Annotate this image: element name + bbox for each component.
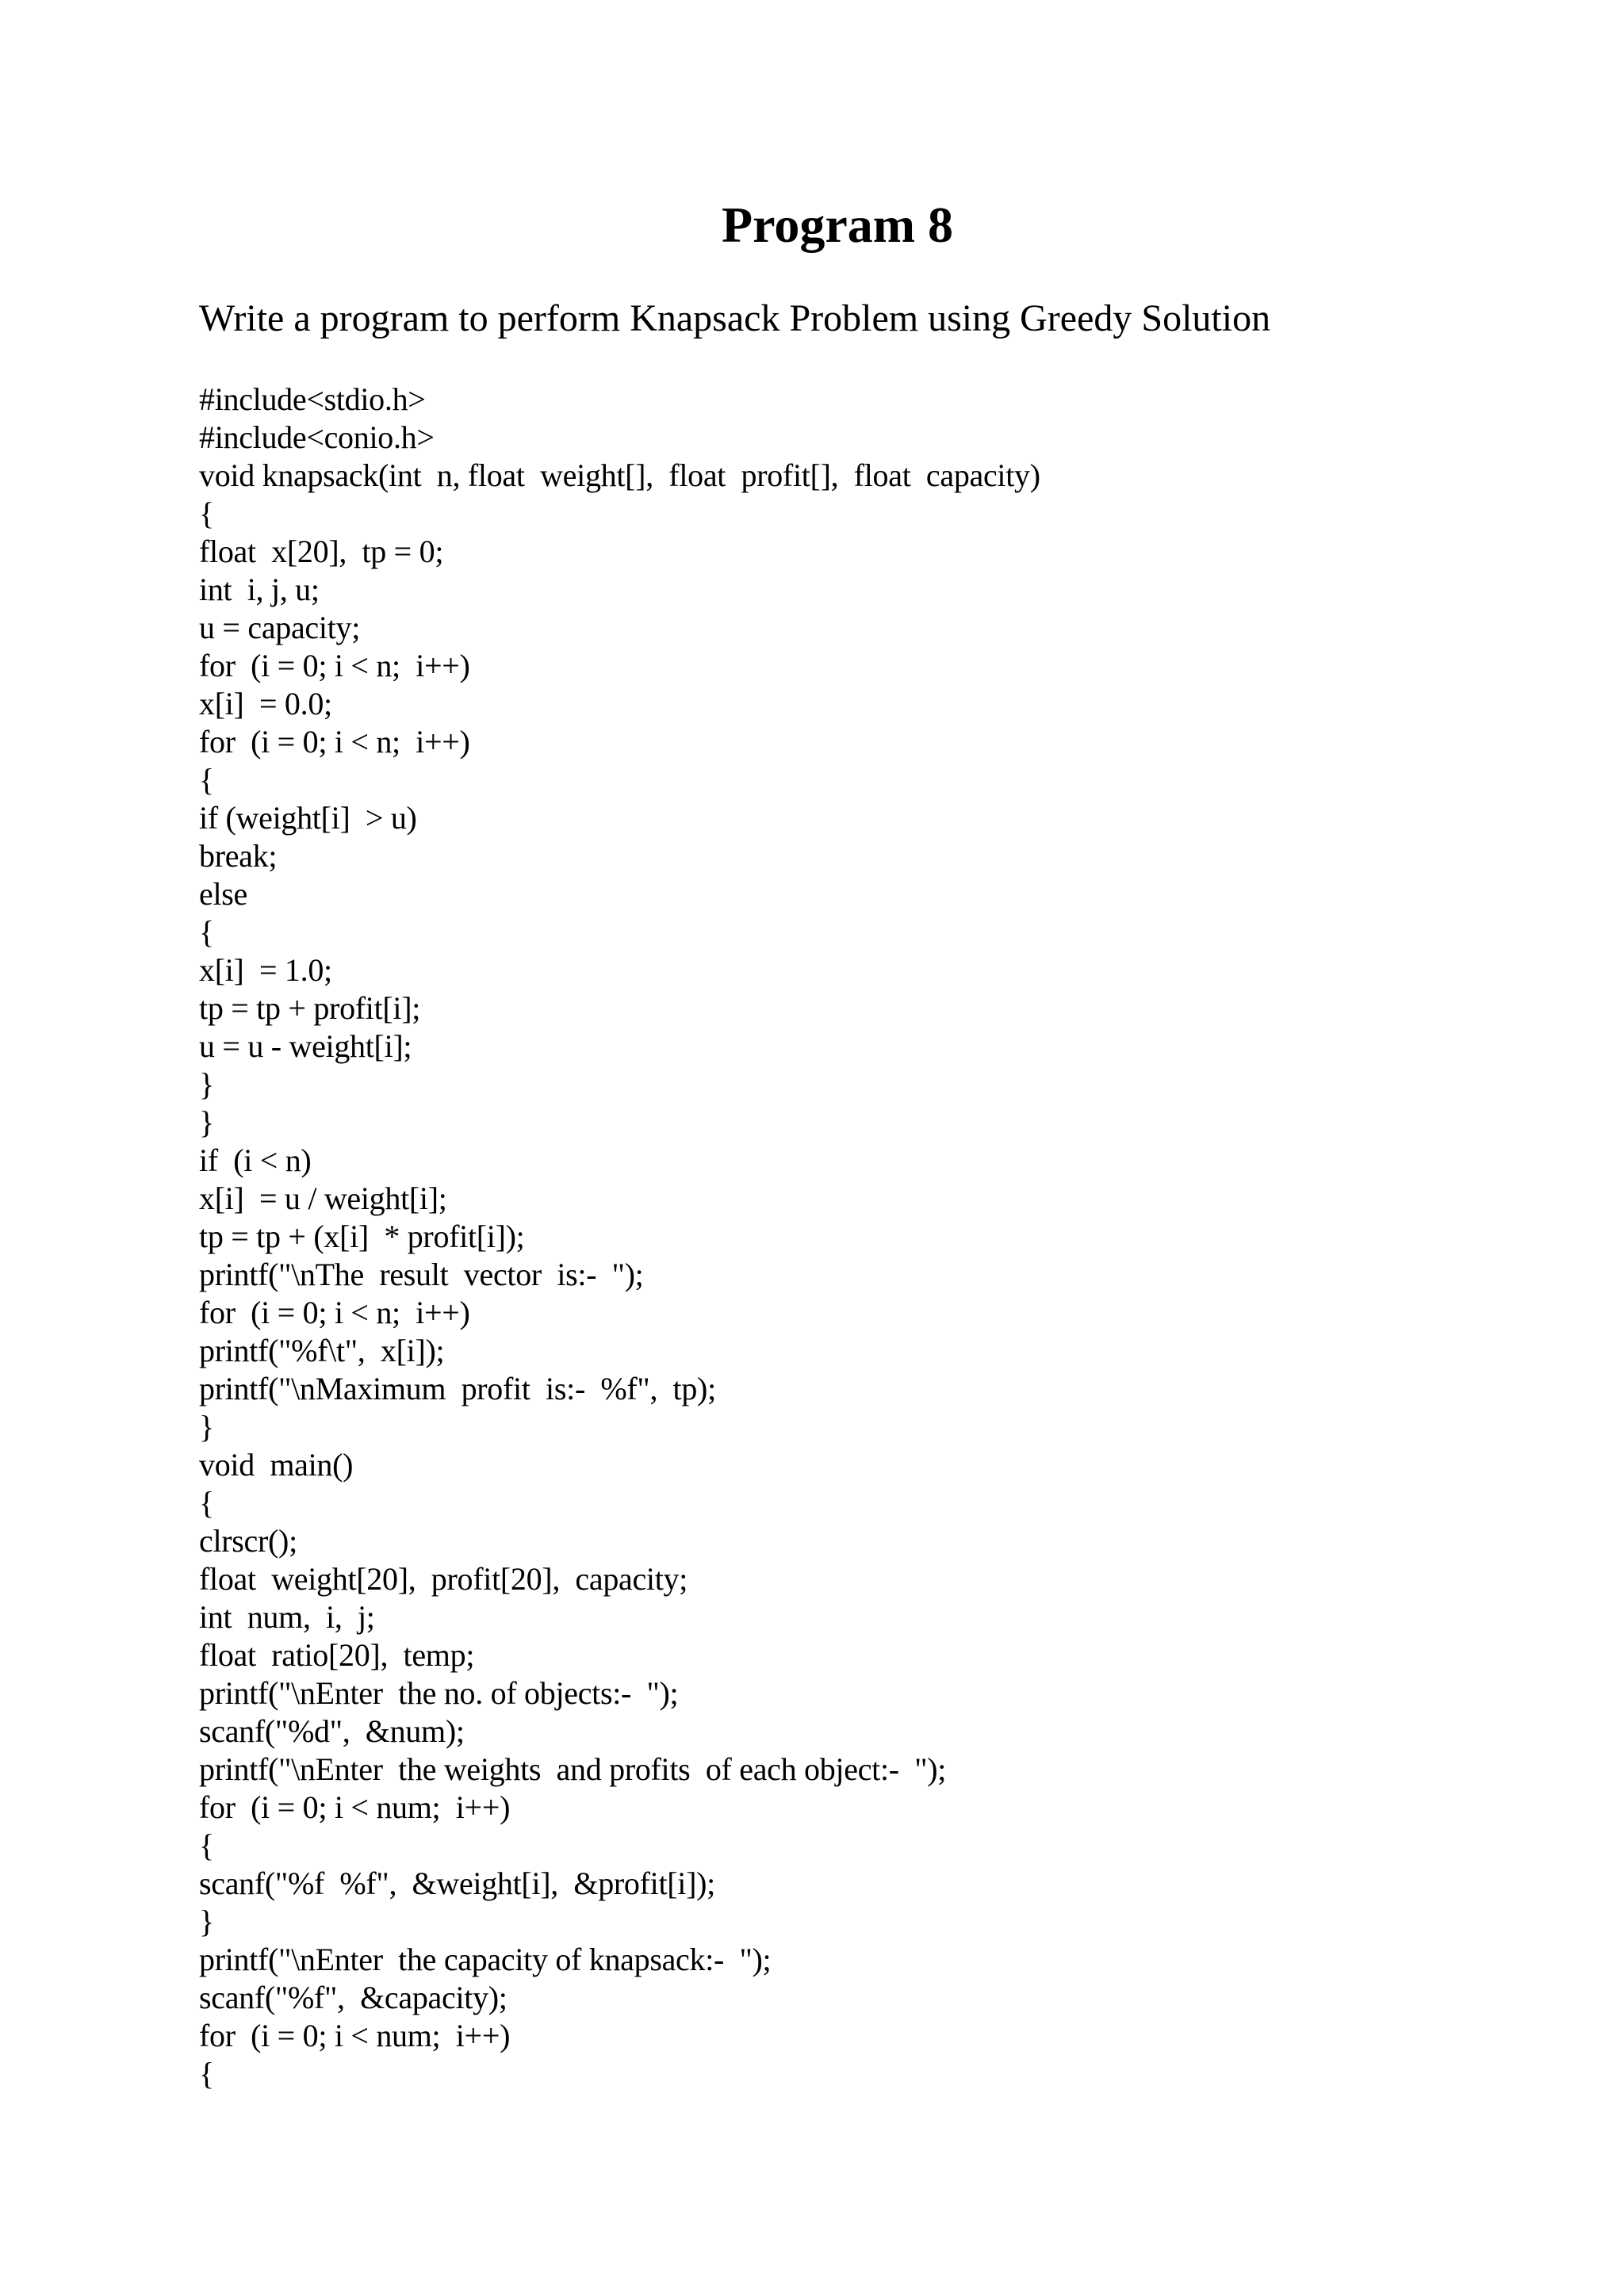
code-line: {: [199, 762, 214, 798]
code-line: u = u - weight[i];: [199, 1028, 412, 1064]
page-title: [0, 193, 1624, 257]
code-line: {: [199, 1485, 214, 1521]
code-line: float weight[20], profit[20], capacity;: [199, 1561, 688, 1597]
code-line: scanf("%d", &num);: [199, 1713, 465, 1749]
code-line: float x[20], tp = 0;: [199, 534, 444, 569]
problem-statement: Write a program to perform Knapsack Problem using Greedy Solution: [199, 297, 1271, 339]
code-line: else: [199, 876, 247, 912]
code-line: int num, i, j;: [199, 1599, 375, 1635]
code-line: float ratio[20], temp;: [199, 1637, 475, 1673]
code-line: }: [199, 1104, 214, 1140]
code-line: for (i = 0; i < n; i++): [199, 648, 470, 683]
code-line: x[i] = 0.0;: [199, 686, 332, 721]
code-line: for (i = 0; i < num; i++): [199, 2018, 511, 2053]
code-line: tp = tp + profit[i];: [199, 990, 421, 1026]
code-line: clrscr();: [199, 1523, 297, 1559]
code-line: }: [199, 1904, 214, 1939]
page-title-text: Program 8: [721, 197, 954, 253]
code-line: scanf("%f", &capacity);: [199, 1980, 508, 2015]
code-line: x[i] = 1.0;: [199, 952, 332, 988]
code-line: {: [199, 496, 214, 531]
code-line: printf("\nEnter the weights and profits of each object:- ");: [199, 1751, 947, 1787]
code-line: }: [199, 1066, 214, 1102]
code-line: if (weight[i] > u): [199, 800, 417, 836]
code-line: u = capacity;: [199, 610, 361, 645]
code-line: {: [199, 914, 214, 950]
code-line: void knapsack(int n, float weight[], float profit[], float capacity): [199, 457, 1040, 493]
code-listing: [199, 381, 1040, 2093]
code-line: }: [199, 1409, 214, 1445]
code-line: for (i = 0; i < n; i++): [199, 1295, 470, 1330]
code-line: printf("\nEnter the capacity of knapsack:- ");: [199, 1942, 772, 1977]
code-line: tp = tp + (x[i] * profit[i]);: [199, 1219, 525, 1254]
code-line: for (i = 0; i < num; i++): [199, 1789, 511, 1825]
code-line: printf("\nMaximum profit is:- %f", tp);: [199, 1371, 716, 1406]
code-line: {: [199, 1827, 214, 1863]
code-line: printf("%f\t", x[i]);: [199, 1333, 445, 1368]
code-line: for (i = 0; i < n; i++): [199, 724, 470, 760]
code-line: break;: [199, 838, 278, 874]
code-line: printf("\nThe result vector is:- ");: [199, 1257, 644, 1292]
code-line: {: [199, 2056, 214, 2091]
code-line: #include<conio.h>: [199, 419, 435, 455]
code-line: if (i < n): [199, 1142, 312, 1178]
code-line: scanf("%f %f", &weight[i], &profit[i]);: [199, 1866, 715, 1901]
code-line: int i, j, u;: [199, 572, 320, 607]
code-line: printf("\nEnter the no. of objects:- ");: [199, 1675, 679, 1711]
code-line: void main(): [199, 1447, 354, 1483]
code-line: x[i] = u / weight[i];: [199, 1181, 447, 1216]
code-line: #include<stdio.h>: [199, 381, 426, 417]
